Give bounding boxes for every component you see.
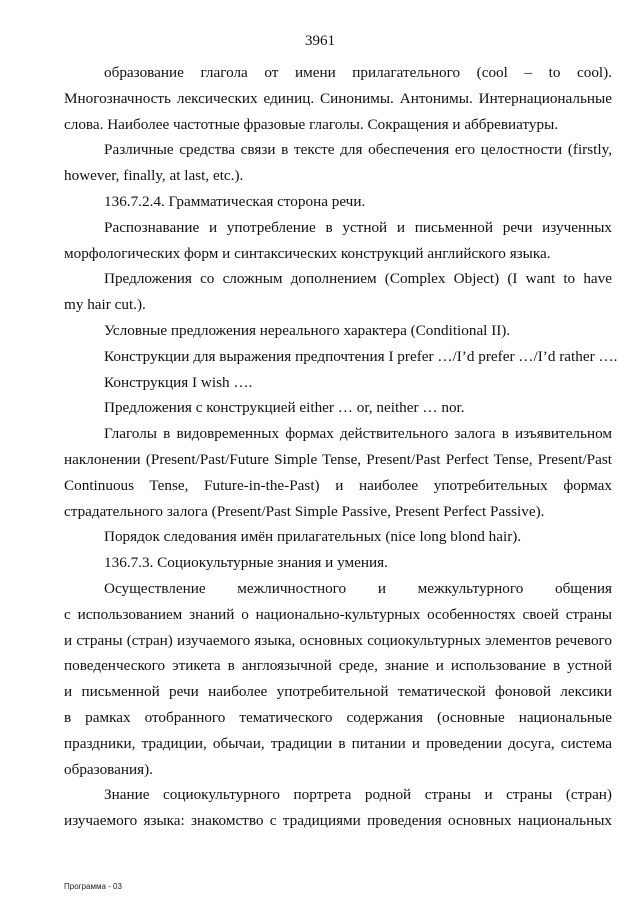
text-line: Осуществление межличностного и межкультурного общения (104, 579, 612, 597)
text-line: праздники, традиции, обычаи, традиции в питании и проведении досуга, система (64, 734, 612, 752)
text-line: страдательного залога (Present/Past Simple Passive, Present Perfect Passive). (64, 502, 545, 520)
text-line: изучаемого языка: знакомство с традициями проведения основных национальных (64, 812, 612, 830)
text-line: и страны (стран) изучаемого языка, основных социокультурных элементов речевого (64, 631, 612, 649)
text-line: и письменной речи наиболее употребительной тематической фоновой лексики (64, 683, 612, 701)
text-line: my hair cut.). (64, 296, 146, 314)
text-line: образование глагола от имени прилагательного (cool – to cool). (104, 64, 612, 81)
document-body (64, 60, 618, 834)
text-line: Глаголы в видовременных формах действительного залога в изъявительном (104, 425, 612, 443)
text-line: Знание социокультурного портрета родной страны и страны (стран) (104, 786, 612, 804)
text-line: Различные средства связи в тексте для обеспечения его целостности (firstly, (104, 141, 612, 159)
text-line: с использованием знаний о национально-культурных особенностях своей страны (64, 605, 612, 623)
text-line: поведенческого этикета в англоязычной среде, знание и использование в устной (64, 657, 612, 675)
text-line: наклонении (Present/Past/Future Simple Tense, Present/Past Perfect Tense, Present/Past (64, 450, 612, 468)
text-line: Конструкция I wish …. (104, 373, 253, 391)
text-line: Предложения с конструкцией either … or, neither … nor. (104, 399, 465, 417)
text-line: Многозначность лексических единиц. Синонимы. Антонимы. Интернациональные (64, 89, 612, 107)
text-line: however, finally, at last, etc.). (64, 167, 244, 185)
text-line: Распознавание и употребление в устной и письменной речи изученных (104, 218, 612, 236)
footer-label: Программа - 03 (64, 882, 122, 891)
text-line: слова. Наиболее частотные фразовые глаголы. Сокращения и аббревиатуры. (64, 115, 559, 133)
page-number: 3961 (305, 33, 335, 49)
text-line: Порядок следования имён прилагательных (nice long blond hair). (104, 528, 522, 546)
text-line: Предложения со сложным дополнением (Complex Object) (I want to have (104, 270, 612, 288)
text-line: в рамках отобранного тематического содержания (основные национальные (64, 708, 612, 726)
text-line: 136.7.3. Социокультурные знания и умения. (104, 554, 388, 572)
text-line: Конструкции для выражения предпочтения I prefer …/I’d prefer …/I’d rather …. (104, 347, 618, 365)
text-line: Условные предложения нереального характера (Conditional II). (104, 321, 511, 339)
text-line: 136.7.2.4. Грамматическая сторона речи. (104, 192, 366, 210)
text-line: образования). (64, 760, 153, 778)
text-line: Continuous Tense, Future-in-the-Past) и наиболее употребительных формах (64, 476, 612, 494)
text-line: морфологических форм и синтаксических конструкций английского языка. (64, 244, 551, 262)
